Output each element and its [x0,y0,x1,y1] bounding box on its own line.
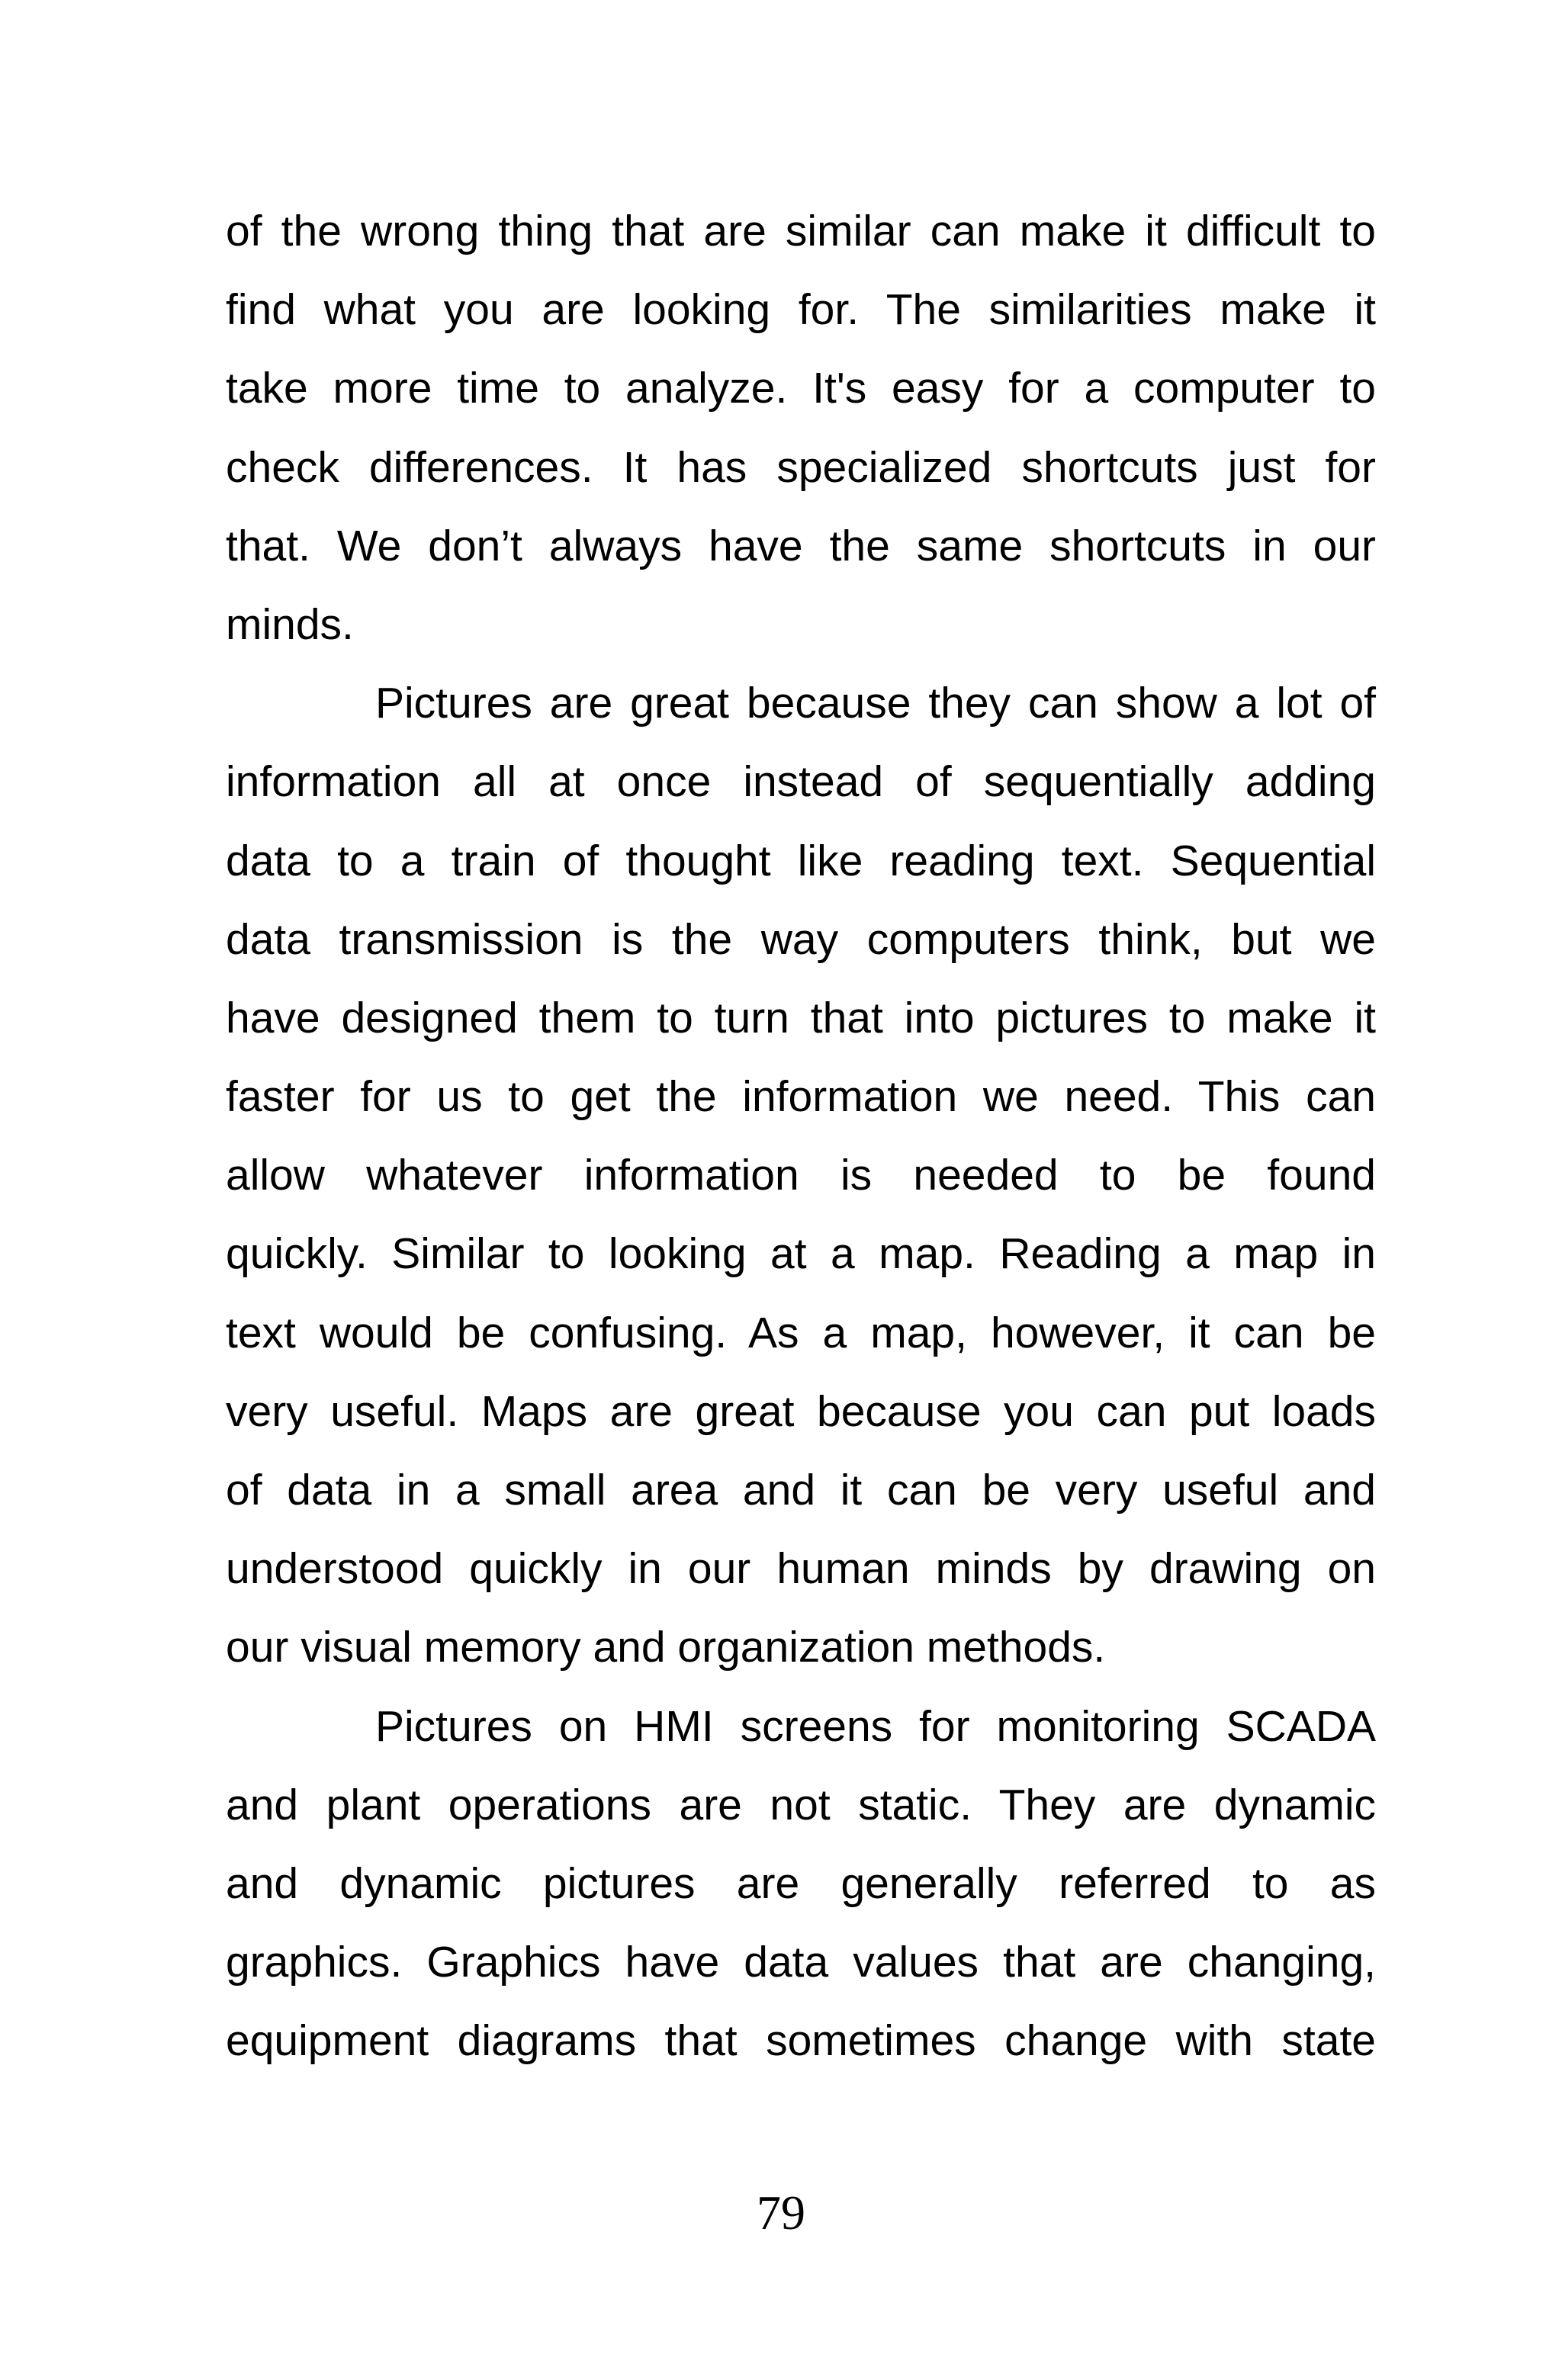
text-line: data transmission is the way computers think, but we [226,914,1376,964]
text-line: and plant operations are not static. They are dynamic [226,1780,1376,1829]
paragraph-first-line: Pictures are great because they can show a lot of [375,679,1376,728]
text-line: take more time to analyze. It's easy for a computer to [226,364,1376,413]
text-line: minds. [226,599,354,649]
text-line: very useful. Maps are great because you can put loads [226,1386,1376,1436]
text-line: information all at once instead of sequentially adding [226,757,1376,807]
text-line: allow whatever information is needed to be found [226,1151,1376,1200]
text-line: check differences. It has specialized shortcuts just for [226,442,1376,492]
text-line: and dynamic pictures are generally referred to as [226,1858,1376,1908]
text-line: our visual memory and organization methods. [226,1623,1106,1672]
text-line: quickly. Similar to looking at a map. Reading a map in [226,1229,1376,1279]
text-line: equipment diagrams that sometimes change with state [226,2016,1376,2066]
text-line: of data in a small area and it can be very useful and [226,1466,1376,1514]
text-line: faster for us to get the information we need. This can [226,1072,1376,1122]
text-line: text would be confusing. As a map, however, it can be [226,1308,1376,1357]
body-text [226,192,1376,2081]
text-line: graphics. Graphics have data values that are changing, [226,1938,1376,1987]
text-line: that. We don’t always have the same shortcuts in our [226,521,1376,570]
text-line: find what you are looking for. The similarities make it [226,285,1376,335]
page-number: 79 [757,2186,805,2240]
text-line: data to a train of thought like reading text. Sequential [226,836,1376,885]
text-line: have designed them to turn that into pictures to make it [226,993,1376,1042]
text-line: of the wrong thing that are similar can make it difficult to [226,207,1376,255]
text-line: understood quickly in our human minds by drawing on [226,1544,1376,1594]
paragraph-first-line: Pictures on HMI screens for monitoring SCADA [375,1701,1376,1751]
